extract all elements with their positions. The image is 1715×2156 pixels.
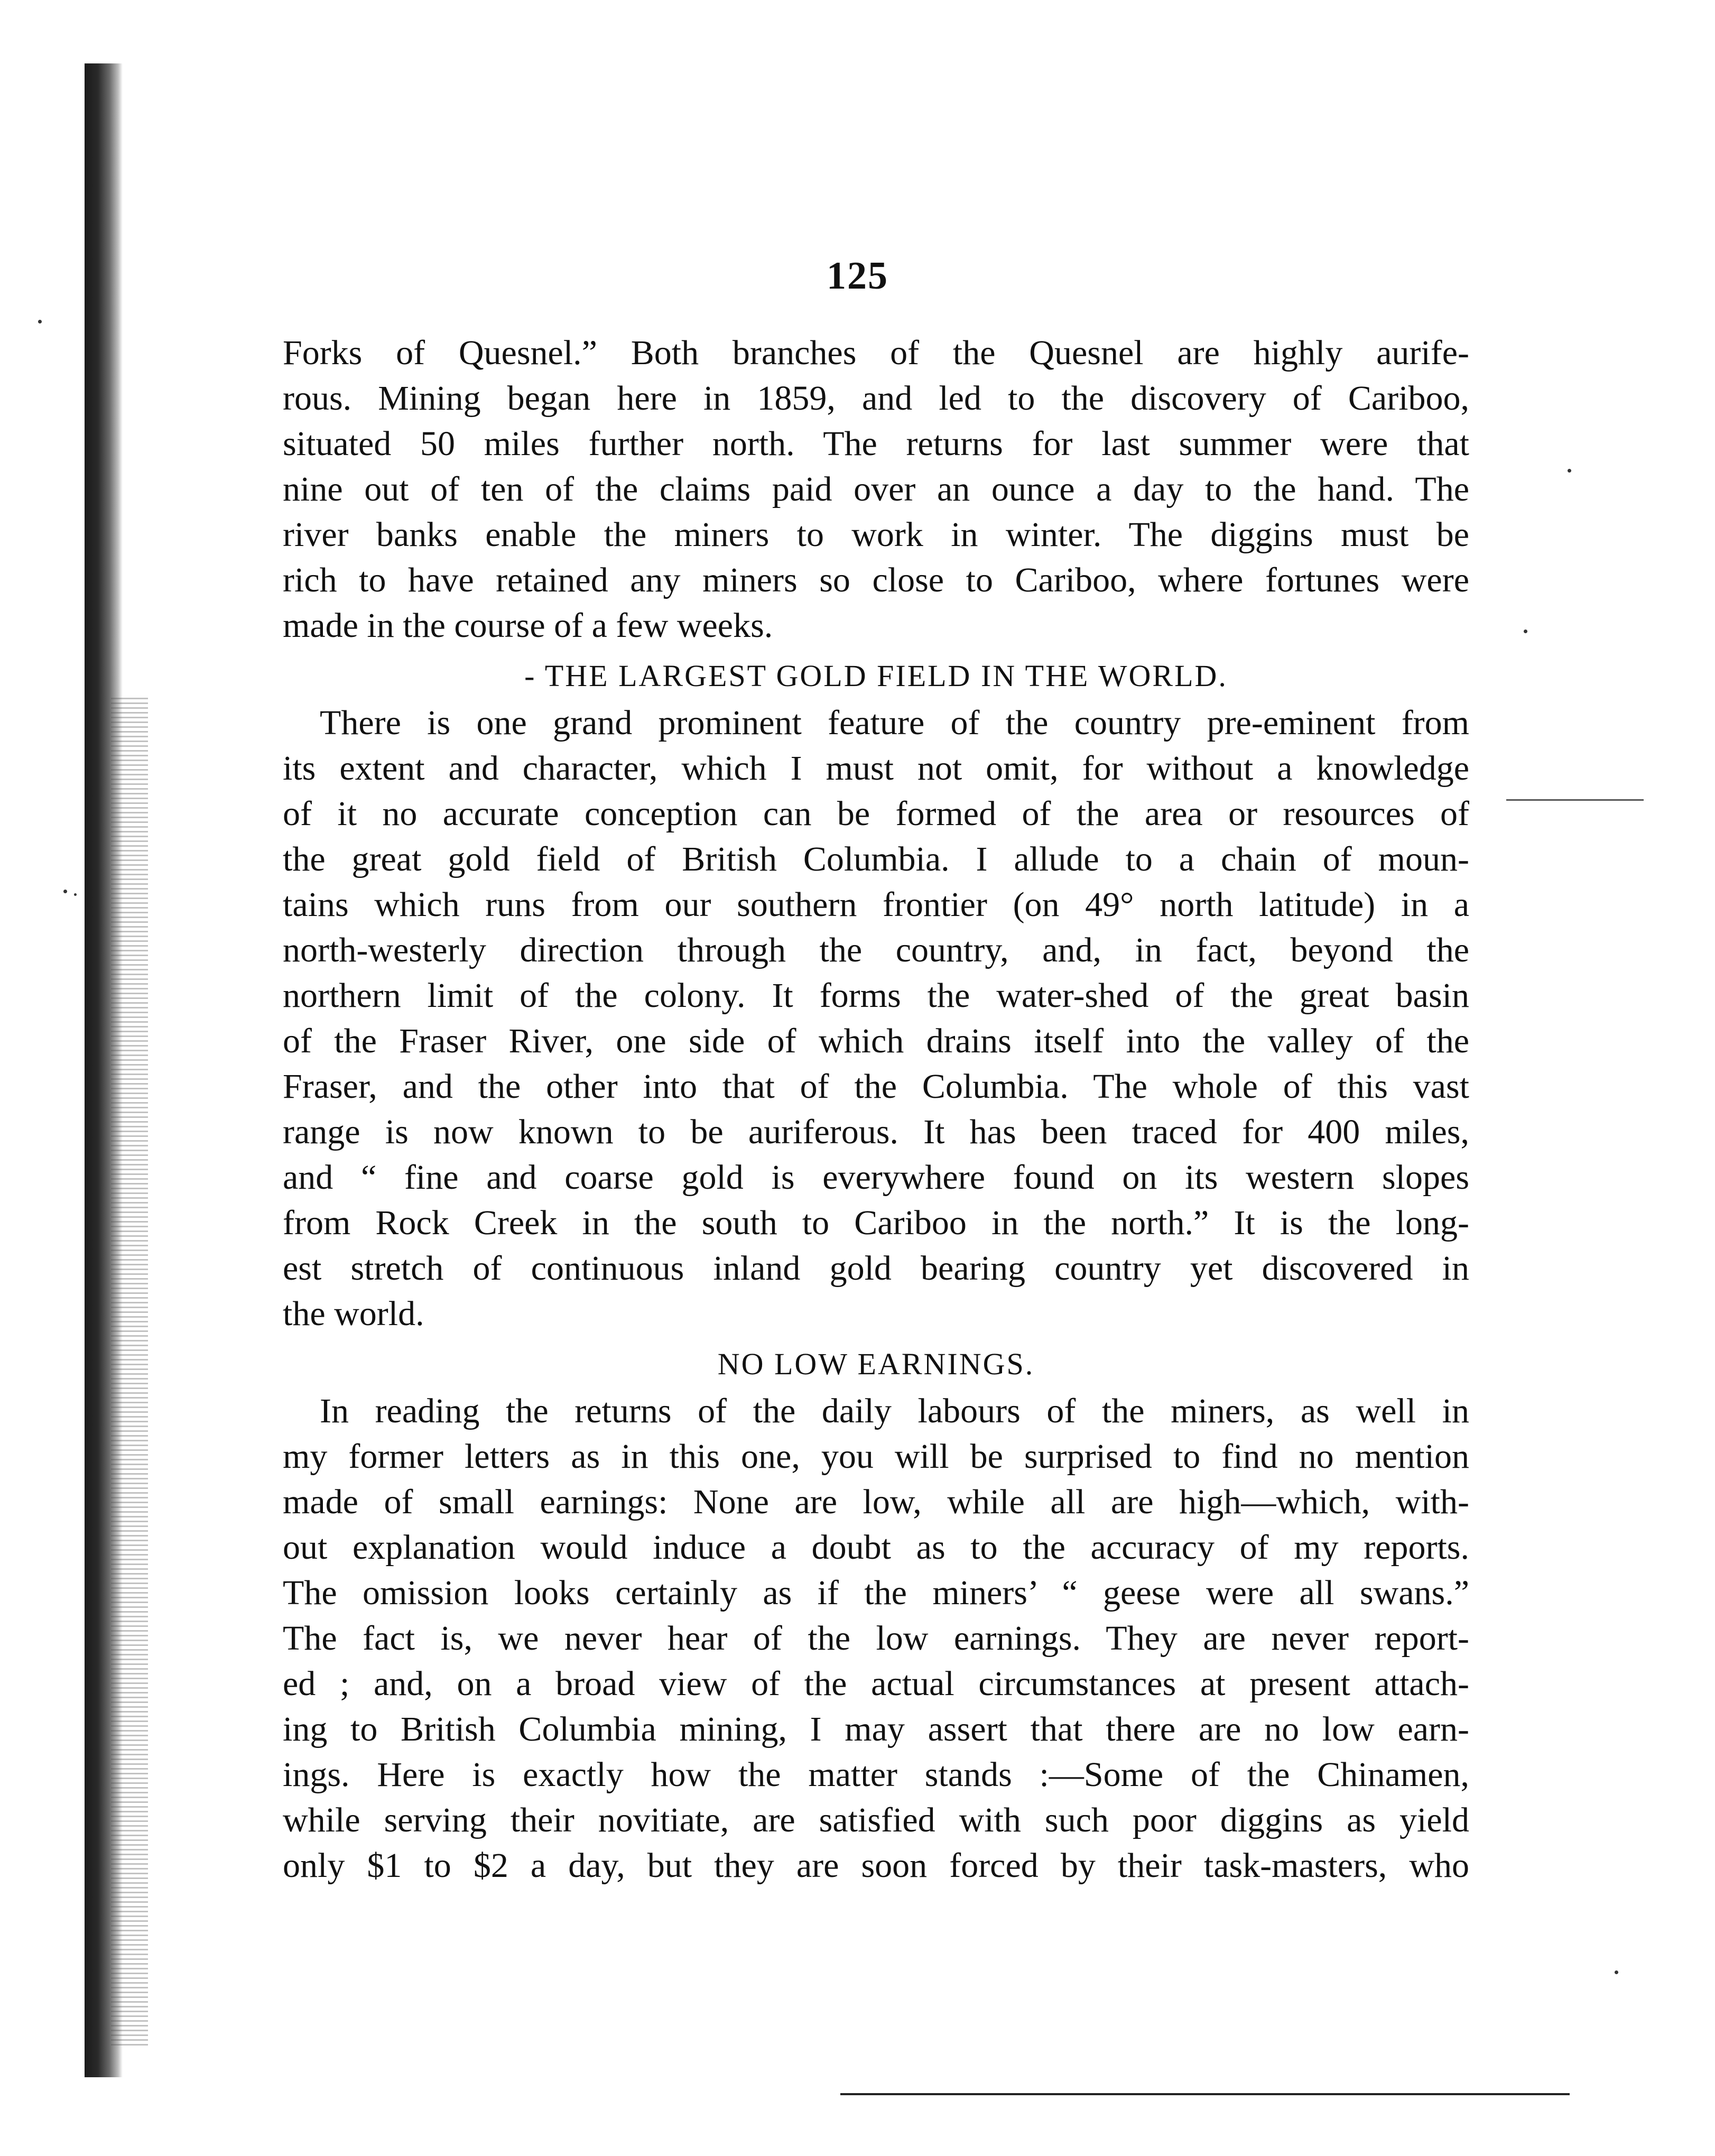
page-number: 125 (827, 254, 888, 298)
text-line: Fraser, and the other into that of the Columbia. The whole of this vast (283, 1067, 1469, 1106)
scan-speck (38, 320, 42, 323)
section-heading: - THE LARGEST GOLD FIELD IN THE WORLD. (524, 659, 1228, 693)
text-line: its extent and character, which I must not omit, for without a knowledge (283, 749, 1469, 788)
text-line: the world. (283, 1294, 424, 1333)
text-line: out explanation would induce a doubt as to the accuracy of my reports. (283, 1528, 1469, 1567)
paragraph-quesnel (283, 330, 1469, 649)
text-line: There is one grand prominent feature of the country pre-eminent from (320, 704, 1469, 742)
text-line: ings. Here is exactly how the matter stands :—Some of the Chinamen, (283, 1755, 1469, 1794)
text-line: made of small earnings: None are low, while all are high—which, with- (283, 1483, 1469, 1521)
text-line: the great gold field of British Columbia. I allude to a chain of moun- (283, 840, 1469, 878)
section-heading: NO LOW EARNINGS. (717, 1347, 1035, 1381)
text-line: rous. Mining began here in 1859, and led to the discovery of Cariboo, (283, 379, 1469, 418)
text-line: nine out of ten of the claims paid over an ounce a day to the hand. The (283, 470, 1469, 508)
text-line: river banks enable the miners to work in winter. The diggins must be (283, 515, 1469, 554)
text-line: only $1 to $2 a day, but they are soon forced by their task-masters, who (283, 1846, 1469, 1885)
text-line: ing to British Columbia mining, I may assert that there are no low earn- (283, 1710, 1469, 1748)
text-line: and “ fine and coarse gold is everywhere found on its western slopes (283, 1158, 1469, 1197)
page-body (283, 330, 1469, 1889)
scan-speck (63, 890, 67, 893)
scan-speck (1615, 1970, 1618, 1974)
text-line: made in the course of a few weeks. (283, 606, 773, 645)
footer-rule (840, 2093, 1570, 2095)
text-line: situated 50 miles further north. The returns for last summer were that (283, 424, 1469, 463)
text-line: In reading the returns of the daily labours of the miners, as well in (320, 1392, 1469, 1430)
text-line: from Rock Creek in the south to Cariboo in the north.” It is the long- (283, 1204, 1469, 1242)
text-line: tains which runs from our southern frontier (on 49° north latitude) in a (283, 885, 1469, 924)
text-line: The omission looks certainly as if the miners’ “ geese were all swans.” (283, 1574, 1469, 1612)
scan-noise (111, 698, 148, 2046)
scan-speck (1568, 469, 1571, 473)
paragraph-gold-field (283, 700, 1469, 1337)
text-line: range is now known to be auriferous. It has been traced for 400 miles, (283, 1113, 1469, 1151)
text-line: ed ; and, on a broad view of the actual circumstances at present attach- (283, 1664, 1469, 1703)
text-line: while serving their novitiate, are satisfied with such poor diggins as yield (283, 1801, 1469, 1839)
text-line: north-westerly direction through the country, and, in fact, beyond the (283, 931, 1469, 969)
text-line: my former letters as in this one, you will be surprised to find no mention (283, 1437, 1469, 1476)
text-line: rich to have retained any miners so close to Cariboo, where fortunes were (283, 561, 1469, 599)
paragraph-low-earnings (283, 1389, 1469, 1889)
scan-speck (1524, 630, 1527, 633)
text-line: est stretch of continuous inland gold bearing country yet discovered in (283, 1249, 1469, 1288)
scan-speck (74, 893, 77, 896)
text-line: northern limit of the colony. It forms the water-shed of the great basin (283, 976, 1469, 1015)
margin-dash (1506, 799, 1644, 801)
text-line: of it no accurate conception can be formed of the area or resources of (283, 794, 1469, 833)
text-line: of the Fraser River, one side of which drains itself into the valley of the (283, 1022, 1469, 1060)
text-line: Forks of Quesnel.” Both branches of the Quesnel are highly aurife- (283, 334, 1469, 372)
text-line: The fact is, we never hear of the low earnings. They are never report- (283, 1619, 1469, 1658)
